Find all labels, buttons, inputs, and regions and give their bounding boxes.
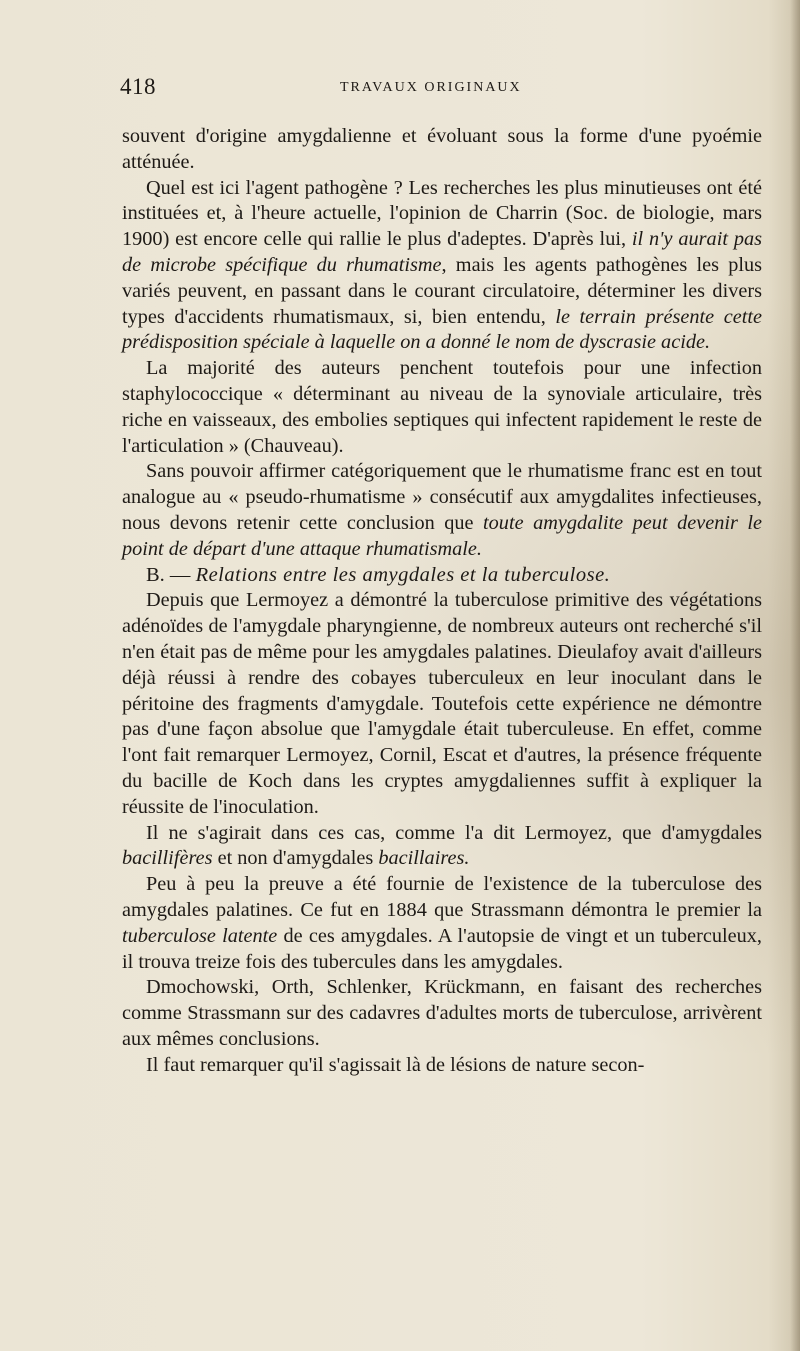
running-title: TRAVAUX ORIGINAUX bbox=[340, 80, 522, 95]
text-run: Peu à peu la preuve a été fournie de l'existence de la tuberculose des amygdales palatines. Ce fut en 1884 que Strassmann démontra le premier la bbox=[122, 873, 762, 921]
body-text bbox=[122, 124, 762, 1078]
paragraph-lermoyez: Depuis que Lermoyez a démontré la tuberculose primitive des végétations adénoïdes de l'amygdale pharyngienne, de nombreux auteurs ont recherché s'il n'en était pas de même pour les amygdales palatines. Dieulafoy avait d'ailleurs déjà réussi à rendre des cobayes tuberculeux en leur inoculant dans le péritoine des fragments d'amygdale. Toutefois cette expérience ne démontre pas d'une façon absolue que l'amygdale était tuberculeuse. En effet, comme l'ont fait remarquer Lermoyez, Cornil, Escat et d'autres, la présence fréquente du bacille de Koch dans les cryptes amygdaliennes suffit à expliquer la réussite de l'inoculation. bbox=[122, 589, 762, 818]
italic-run: toute amygdalite peut devenir le point de départ d'une attaque rhumatismale. bbox=[122, 511, 763, 560]
paragraph-continuation: souvent d'origine amygdalienne et évoluant sous la forme d'une pyoémie atténuée. bbox=[122, 125, 762, 173]
text-run: et non d'amygdales bbox=[212, 847, 379, 870]
page-spine-shadow bbox=[790, 0, 800, 1351]
page-number: 418 bbox=[120, 74, 156, 99]
running-head bbox=[120, 74, 760, 104]
section-title: Relations entre les amygdales et la tuberculose. bbox=[195, 563, 611, 586]
text-run: , mais les agents pathogènes les plus variés peuvent, en passant dans le courant circulatoire, déterminer les divers types d'accidents rhumatismaux, si, bien entendu, bbox=[122, 253, 762, 328]
italic-run: tuberculose latente bbox=[122, 924, 278, 947]
italic-run: bacillifères bbox=[122, 847, 213, 870]
text-run: Il ne s'agirait dans ces cas, comme l'a dit Lermoyez, que d'amygdales bbox=[146, 821, 762, 844]
paragraph-rheumatism-conclusion bbox=[122, 459, 762, 562]
paragraph-strassmann bbox=[122, 872, 762, 975]
paragraph-secondary-lesions: Il faut remarquer qu'il s'agissait là de lésions de nature secon- bbox=[146, 1053, 645, 1076]
paragraph-pathogenic-agent bbox=[122, 176, 762, 357]
paragraph-dmochowski: Dmochowski, Orth, Schlenker, Krückmann, en faisant des recherches comme Strassmann sur des cadavres d'adultes morts de tuberculose, arrivèrent aux mêmes conclusions. bbox=[122, 976, 762, 1050]
italic-run: bacillaires. bbox=[378, 847, 470, 870]
text-run: de ces amygdales. A l'autopsie de vingt et un tuberculeux, il trouva treize fois des tubercules dans les amygdales. bbox=[122, 924, 762, 973]
paragraph-staphylococcal-infection: La majorité des auteurs penchent toutefois pour une infection staphylococcique « déterminant au niveau de la synoviale articulaire, très riche en vaisseaux, des embolies septiques qui infectent rapidement le reste de l'articulation » (Chauveau). bbox=[122, 357, 762, 457]
italic-run: il n'y aurait pas de microbe spécifique du rhumatisme bbox=[122, 228, 762, 276]
section-label: B. — bbox=[146, 563, 196, 586]
paragraph-bacilliferes bbox=[122, 821, 762, 873]
italic-run: le terrain présente cette prédisposition spéciale à laquelle on a donné le nom de dyscrasie acide. bbox=[122, 305, 762, 354]
text-run: Quel est ici l'agent pathogène ? Les recherches les plus minutieuses ont été instituées et, à l'heure actuelle, l'opinion de Charrin (Soc. de biologie, mars 1900) est encore celle qui rallie le plus d'adeptes. D'après lui, bbox=[122, 176, 762, 251]
text-run: Sans pouvoir affirmer catégoriquement que le rhumatisme franc est en tout analogue au « pseudo-rhumatisme » consécutif aux amygdalites infectieuses, nous devons retenir cette conclusion que bbox=[122, 460, 762, 534]
section-heading bbox=[122, 563, 762, 589]
